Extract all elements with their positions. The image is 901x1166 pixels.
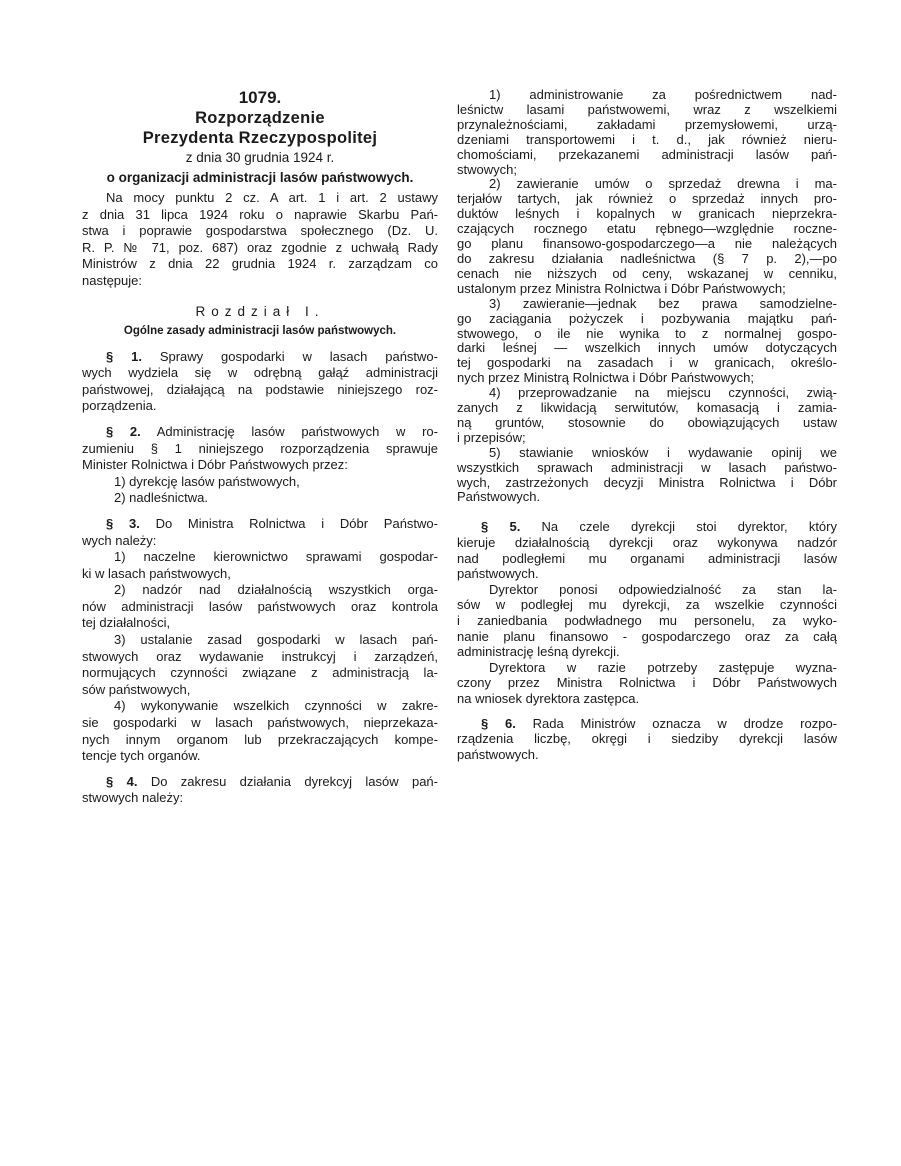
section-number: § 3. [106, 515, 140, 531]
line-text: 2) nadleśnictwa. [114, 490, 208, 506]
right-body-continued [457, 519, 837, 762]
line-text: przynależnościami, zakładami przemysłowemi, urzą- [457, 116, 837, 132]
text-line [457, 88, 837, 103]
text-line [82, 599, 438, 616]
line-text: sów państwowych, [82, 681, 191, 697]
text-line [457, 566, 837, 582]
text-line [457, 490, 837, 505]
text-line [82, 715, 438, 732]
line-text: cenach nie niższych od ceny, wskazanej w cenniku, [457, 265, 837, 281]
text-line [82, 549, 438, 566]
line-text: porządzenia. [82, 398, 157, 414]
line-text: czających rocznego etatu rębnego—względnie roczne- [457, 221, 837, 237]
text-line [457, 582, 837, 598]
text-line [457, 341, 837, 356]
text-line [457, 267, 837, 282]
line-text: go zaciągania pożyczek i pozbywania majątku pań- [457, 310, 837, 326]
section-number: § 4. [106, 773, 138, 789]
left-body [82, 349, 438, 807]
text-line [82, 441, 438, 458]
line-text: Państwowych. [457, 489, 541, 505]
line-text: sie gospodarki w lasach państwowych, nieprzekaza- [82, 715, 438, 731]
line-text: Do zakresu działania dyrekcyj lasów pań- [150, 773, 438, 789]
section-paragraph [82, 774, 438, 807]
text-line [457, 644, 837, 660]
line-text: Do Ministra Rolnictwa i Dóbr Państwo- [155, 515, 438, 531]
line-text: państwowych. [457, 746, 539, 762]
line-text: 3) zawieranie—jednak bez prawa samodzielne- [489, 295, 837, 311]
text-line: Na mocy punktu 2 cz. A art. 1 i art. 2 ustawy [106, 190, 438, 205]
preamble [82, 190, 438, 290]
line-text: Dyrektor ponosi odpowiedzialność za stan la- [489, 581, 837, 597]
line-text: terjałów tartych, jak również o sprzedaż innych pro- [457, 191, 837, 207]
line-text: darki leśnej — wszelkich innych umów dotyczących [457, 340, 837, 356]
text-line [457, 675, 837, 691]
text-line [82, 365, 438, 382]
section-number: § 1. [106, 348, 142, 364]
line-text: stwowego, o ile nie wynika to z normalnej gospo- [457, 325, 837, 341]
line-text: 5) stawianie wniosków i wydawanie opinij we [489, 444, 837, 460]
text-line [457, 192, 837, 207]
line-text: Minister Rolnictwa i Dóbr Państwowych przez: [82, 457, 348, 473]
list-item [457, 446, 837, 506]
line-text: ki w lasach państwowych, [82, 565, 231, 581]
text-line [457, 519, 837, 535]
line-text: i przepisów; [457, 429, 526, 445]
text-line [457, 716, 837, 732]
text-line [457, 133, 837, 148]
text-line [82, 632, 438, 649]
line-text: nanie planu finansowo - gospodarczego oraz za całą [457, 628, 837, 644]
line-text: Na czele dyrekcji stoi dyrektor, który [541, 519, 837, 535]
line-text: państwowych. [457, 566, 539, 582]
line-text: tej gospodarki na zasadach i w granicach, określo- [457, 355, 837, 371]
text-line [82, 732, 438, 749]
line-text: wszystkich sprawach administracji w lasach państwo- [457, 459, 837, 475]
line-text: duktów leśnych i kopalnych w granicach nieprzekra- [457, 206, 837, 222]
text-line [457, 118, 837, 133]
line-text: nad podległemi mu organami administracji lasów [457, 550, 837, 566]
text-line [457, 252, 837, 267]
text-line [457, 401, 837, 416]
section-paragraph [457, 519, 837, 581]
line-text: zanych z likwidacją serwitutów, komasacją i zamia- [457, 400, 837, 416]
line-text: na wniosek dyrektora zastępca. [457, 690, 640, 706]
line-text: 4) wykonywanie wszelkich czynności w zakre- [114, 698, 438, 714]
line-text: 1) naczelne kierownictwo sprawami gospodar- [114, 549, 438, 565]
line-text: go planu finansowo-gospodarczego—a nie należących [457, 236, 837, 252]
list-item [82, 632, 438, 698]
list-item [457, 297, 837, 386]
line-text: administrację leśną dyrekcji. [457, 644, 620, 660]
text-line [82, 774, 438, 791]
line-text: rządzenia liczbę, okręgi i siedziby dyrekcji lasów [457, 731, 837, 747]
list-item [457, 660, 837, 707]
text-line: stwa i poprawie gospodarstwa społecznego (Dz. U. [82, 223, 438, 239]
text-line [457, 629, 837, 645]
text-line [457, 312, 837, 327]
line-text: stwowych należy: [82, 790, 184, 806]
line-text: 3) ustalanie zasad gospodarki w lasach pań- [114, 632, 438, 648]
text-line [82, 398, 438, 415]
text-line [82, 424, 438, 441]
line-text: i zaniedbania podwładnego mu personelu, za wyko- [457, 612, 837, 628]
section-paragraph [457, 716, 837, 763]
list-item [82, 582, 438, 632]
text-line [457, 747, 837, 763]
text-line [82, 349, 438, 366]
text-line [82, 665, 438, 682]
chapter-title: Rozdział I. [195, 303, 325, 319]
list-item [82, 549, 438, 582]
line-text: Sprawy gospodarki w lasach państwo- [159, 348, 438, 364]
document-title: Rozporządzenie [195, 109, 325, 127]
line-text: czony przez Ministra Rolnictwa i Dóbr Państwowych [457, 675, 837, 691]
text-line [82, 582, 438, 599]
text-line: z dnia 31 lipca 1924 roku o naprawie Skarbu Pań- [82, 206, 438, 222]
text-line [457, 461, 837, 476]
text-line [457, 551, 837, 567]
line-text: Dyrektora w razie potrzeby zastępuje wyzna- [489, 659, 837, 675]
line-text: nów administracji lasów państwowych oraz kontrola [82, 598, 438, 614]
section-number: § 6. [481, 715, 516, 731]
text-line [82, 474, 438, 491]
line-text: dzeniami transportowemi i t. d., jak również nieru- [457, 131, 837, 147]
text-line [82, 457, 438, 474]
line-text: normujących czynności związane z administracją la- [82, 665, 438, 681]
line-text: Rada Ministrów oznacza w drodze rozpo- [532, 715, 838, 731]
text-line: Ministrów z dnia 22 grudnia 1924 r. zarządzam co [82, 256, 438, 272]
right-body [457, 88, 837, 505]
text-line [457, 103, 837, 118]
text-line [457, 148, 837, 163]
line-text: 1) administrowanie za pośrednictwem nad- [489, 87, 837, 102]
list-item [457, 386, 837, 446]
line-text: stwowych; [457, 161, 517, 177]
line-text: nych innym organom lub przekraczających kompe- [82, 731, 438, 747]
section-paragraph [82, 349, 438, 415]
line-text: wych, zastrzeżonych decyzji Ministra Rolnictwa i Dóbr [457, 474, 837, 490]
line-text: 4) przeprowadzanie na miejscu czynności, zwią- [489, 385, 837, 401]
line-text: stwowych oraz wydawanie instrukcyj i zarządzeń, [82, 648, 438, 664]
line-text: państwowej, działającą na podstawie niniejszego roz- [82, 381, 438, 397]
text-line [82, 516, 438, 533]
line-text: ustalonym przez Ministra Rolnictwa i Dóbr Państwowych; [457, 280, 786, 296]
text-line [82, 748, 438, 765]
line-text: nych przez Ministrą Rolnictwa i Dóbr Państwowych; [457, 370, 754, 386]
right-column [457, 88, 837, 762]
section-paragraph [82, 516, 438, 549]
text-line [82, 615, 438, 632]
text-line [457, 177, 837, 192]
line-text: Administrację lasów państwowych w ro- [156, 423, 438, 439]
section-number: § 2. [106, 423, 141, 439]
line-text: wych wydziela się w odrębną gałąź administracji [82, 365, 438, 381]
text-line [82, 566, 438, 583]
line-text: kieruje działalnością dyrekcji oraz wykonywa nadzór [457, 534, 837, 550]
text-line [457, 207, 837, 222]
text-line [82, 682, 438, 699]
line-text: 2) zawieranie umów o sprzedaż drewna i ma- [489, 176, 837, 192]
text-line: R. P. № 71, poz. 687) oraz zgodnie z uchwałą Rady [82, 239, 438, 255]
section-number: § 5. [481, 519, 521, 535]
section-paragraph [82, 424, 438, 474]
text-line [457, 476, 837, 491]
text-line [457, 613, 837, 629]
text-line [82, 649, 438, 666]
text-line [82, 533, 438, 550]
line-text: 1) dyrekcję lasów państwowych, [114, 473, 300, 489]
text-line [457, 416, 837, 431]
text-line [457, 431, 837, 446]
text-line [457, 222, 837, 237]
line-text: tencje tych organów. [82, 748, 201, 764]
text-line [457, 297, 837, 312]
text-line [457, 535, 837, 551]
document-subject: o organizacji administracji lasów państwowych. [106, 170, 414, 185]
text-line [82, 490, 438, 507]
line-text: ną gruntów, stosownie do obowiązujących ustaw [457, 414, 837, 430]
text-line [457, 356, 837, 371]
line-text: sów w podległej mu dyrekcji, za wszelkie czynności [457, 597, 837, 613]
line-text: zumieniu § 1 niniejszego rozporządzenia sprawuje [82, 440, 438, 456]
line-text: wych należy: [82, 532, 157, 548]
line-text: 2) nadzór nad działalnością wszystkich orga- [114, 582, 438, 598]
text-line [457, 597, 837, 613]
line-text: tej działalności, [82, 615, 171, 631]
text-line [457, 371, 837, 386]
document-title-issuer: Prezydenta Rzeczypospolitej [142, 129, 378, 147]
text-line [82, 790, 438, 807]
text-line [457, 282, 837, 297]
list-item [82, 474, 438, 491]
list-item [457, 88, 837, 177]
text-line [82, 382, 438, 399]
act-number: 1079. [238, 88, 282, 107]
text-line [457, 731, 837, 747]
text-line: następuje: [82, 272, 142, 288]
text-line [457, 386, 837, 401]
text-line [457, 660, 837, 676]
list-item [82, 490, 438, 507]
text-line [457, 446, 837, 461]
list-item [457, 177, 837, 296]
line-text: do zakresu działania nadleśnictwa (§ 7 p. 2),—po [457, 250, 837, 266]
list-item [82, 698, 438, 764]
text-line [457, 691, 837, 707]
list-item [457, 582, 837, 660]
text-line [457, 163, 837, 178]
line-text: leśnictw lasami państwowemi, wraz z wszelkiemi [457, 101, 837, 117]
line-text: chomościami, przekazanemi administracji lasów pań- [457, 146, 837, 162]
text-line [82, 698, 438, 715]
document-date: z dnia 30 grudnia 1924 r. [185, 150, 335, 165]
left-column [82, 88, 438, 807]
chapter-subtitle: Ogólne zasady administracji lasów państwowych. [123, 324, 397, 337]
text-line [457, 327, 837, 342]
text-line [457, 237, 837, 252]
